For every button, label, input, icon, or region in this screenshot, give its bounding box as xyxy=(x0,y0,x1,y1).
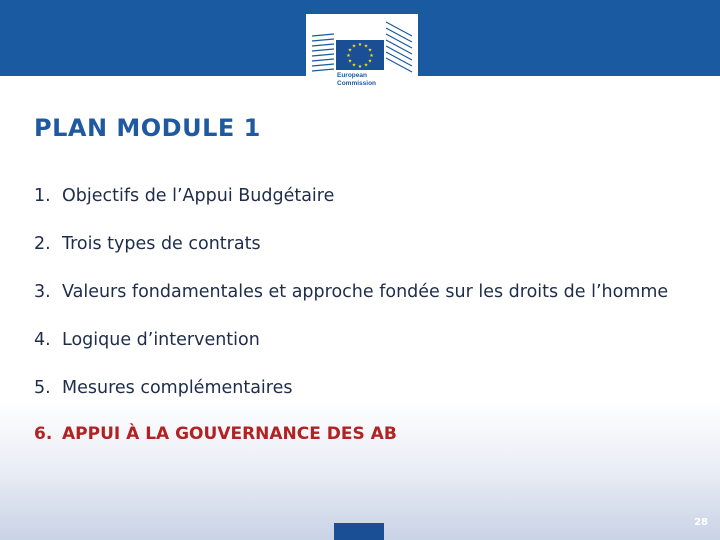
agenda-list xyxy=(34,184,674,446)
list-item xyxy=(34,232,674,256)
svg-text:★: ★ xyxy=(357,42,363,48)
list-item xyxy=(34,376,674,400)
item-number: 6. xyxy=(34,424,53,444)
svg-text:★: ★ xyxy=(346,53,351,59)
svg-text:★: ★ xyxy=(351,62,357,69)
svg-text:★: ★ xyxy=(347,58,353,65)
svg-text:★: ★ xyxy=(369,53,374,59)
list-item xyxy=(34,280,674,304)
logo-line-2: Commission xyxy=(337,80,377,87)
logo-text xyxy=(337,72,376,88)
item-number: 2. xyxy=(34,234,51,254)
svg-text:★: ★ xyxy=(347,47,353,54)
european-commission-logo xyxy=(306,14,418,100)
svg-text:★: ★ xyxy=(363,62,369,69)
page-title: PLAN MODULE 1 xyxy=(34,114,261,142)
item-text: Logique d’intervention xyxy=(62,330,260,350)
svg-text:★: ★ xyxy=(351,43,357,50)
svg-text:★: ★ xyxy=(367,58,373,65)
item-number: 3. xyxy=(34,282,51,302)
list-item xyxy=(34,328,674,352)
svg-text:★: ★ xyxy=(367,47,373,54)
footer-flag-block xyxy=(334,523,384,540)
item-text: APPUI À LA GOUVERNANCE DES AB xyxy=(62,424,397,444)
item-number: 1. xyxy=(34,186,51,206)
svg-text:★: ★ xyxy=(363,43,369,50)
list-item xyxy=(34,184,674,208)
item-text: Mesures complémentaires xyxy=(62,378,293,398)
svg-text:★: ★ xyxy=(357,64,363,70)
logo-line-1: European xyxy=(337,72,367,79)
item-text: Valeurs fondamentales et approche fondée sur les droits de l’homme xyxy=(62,282,669,302)
list-item-highlighted xyxy=(34,422,674,446)
item-text: Objectifs de l’Appui Budgétaire xyxy=(62,186,335,206)
item-text: Trois types de contrats xyxy=(62,234,261,254)
item-number: 5. xyxy=(34,378,51,398)
item-number: 4. xyxy=(34,330,51,350)
page-number: 28 xyxy=(694,517,708,528)
